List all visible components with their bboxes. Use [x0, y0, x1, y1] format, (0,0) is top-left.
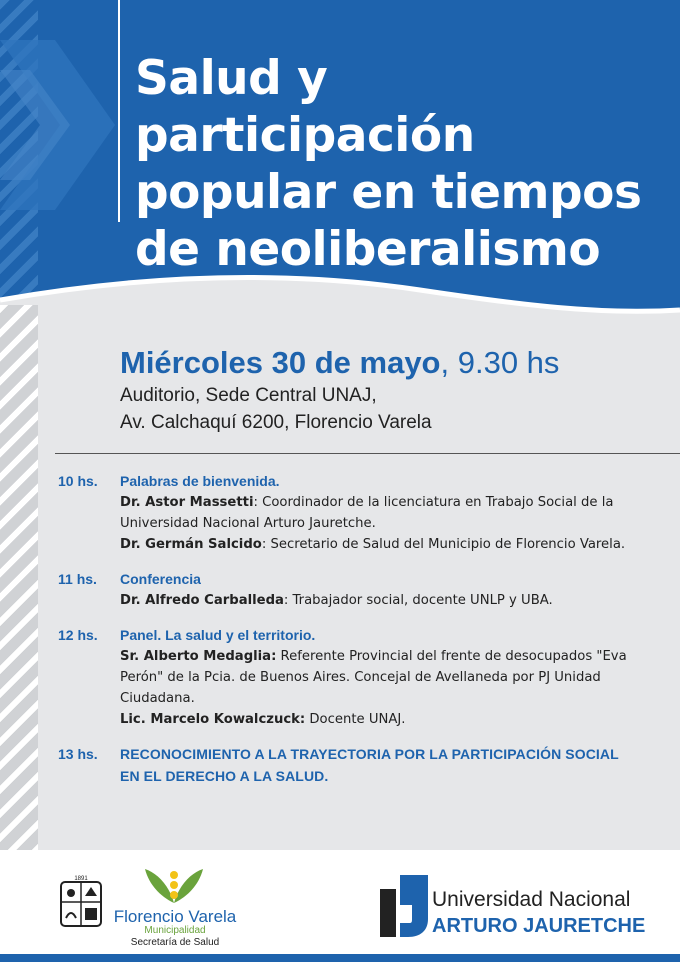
chevron-decoration-icon [0, 40, 120, 210]
university-subname: ARTURO JAURETCHE [432, 915, 646, 937]
program-title: Panel. La salud y el territorio. [120, 627, 316, 643]
speaker-desc: : Secretario de Salud del Municipio de Florencio Varela. [261, 537, 626, 552]
seal-year: 1891 [74, 876, 88, 882]
speaker [120, 492, 665, 534]
program-time: 12 hs. [58, 627, 98, 643]
program-time: 13 hs. [58, 746, 98, 762]
event-date [120, 344, 559, 382]
speaker-desc: Referente Provincial del frente de desocupados "Eva Perón" de la Pcia. de Buenos Aires. Concejal de Avellaneda por PJ Unidad Ciudadana. [120, 649, 627, 706]
municipality-name: Florencio Varela [113, 907, 237, 926]
program-item [0, 743, 680, 787]
speaker-name: Dr. Germán Salcido [120, 537, 262, 552]
speaker [120, 646, 665, 709]
speaker-desc: Docente UNAJ. [305, 712, 406, 727]
program-list [0, 470, 680, 800]
title-rule [118, 0, 120, 222]
speaker [120, 534, 665, 555]
speaker-name: Sr. Alberto Medaglia: [120, 649, 277, 664]
speaker [120, 709, 665, 730]
university-logo-icon [380, 875, 428, 937]
speaker-name: Dr. Astor Massetti [120, 495, 254, 510]
program-title: Conferencia [120, 571, 201, 587]
wave-divider [0, 250, 680, 330]
university-name: Universidad Nacional [432, 888, 631, 911]
venue-line-1: Auditorio, Sede Central UNAJ, [120, 385, 377, 406]
program-item [0, 470, 680, 555]
page-title: Salud y participación popular en tiempos de neoliberalismo [135, 51, 642, 277]
speaker [120, 590, 665, 611]
municipality-leaves-icon [143, 865, 205, 907]
event-venue [120, 382, 432, 436]
speaker-desc: : Coordinador de la licenciatura en Trabajo Social de la Universidad Nacional Arturo Jauretche. [120, 495, 614, 531]
program-time: 11 hs. [58, 571, 97, 587]
venue-line-2: Av. Calchaquí 6200, Florencio Varela [120, 412, 432, 433]
footer [0, 850, 680, 962]
program-title: Palabras de bienvenida. [120, 473, 280, 489]
event-time: , 9.30 hs [440, 345, 560, 380]
program-time: 10 hs. [58, 473, 98, 489]
event-date-day: Miércoles 30 de mayo [120, 345, 441, 380]
divider [55, 453, 680, 454]
speaker-name: Dr. Alfredo Carballeda [120, 593, 284, 608]
municipality-label: Municipalidad [144, 925, 206, 936]
speaker-desc: : Trabajador social, docente UNLP y UBA. [283, 593, 553, 608]
municipal-seal-icon [58, 872, 104, 928]
speaker-name: Lic. Marcelo Kowalczuck: [120, 712, 306, 727]
program-title: RECONOCIMIENTO A LA TRAYECTORIA POR LA PARTICIPACIÓN SOCIAL EN EL DERECHO A LA SALUD. [120, 746, 619, 784]
program-item [0, 568, 680, 611]
municipality-office: Secretaría de Salud [130, 937, 220, 948]
program-item [0, 624, 680, 730]
footer-bar [0, 954, 680, 962]
